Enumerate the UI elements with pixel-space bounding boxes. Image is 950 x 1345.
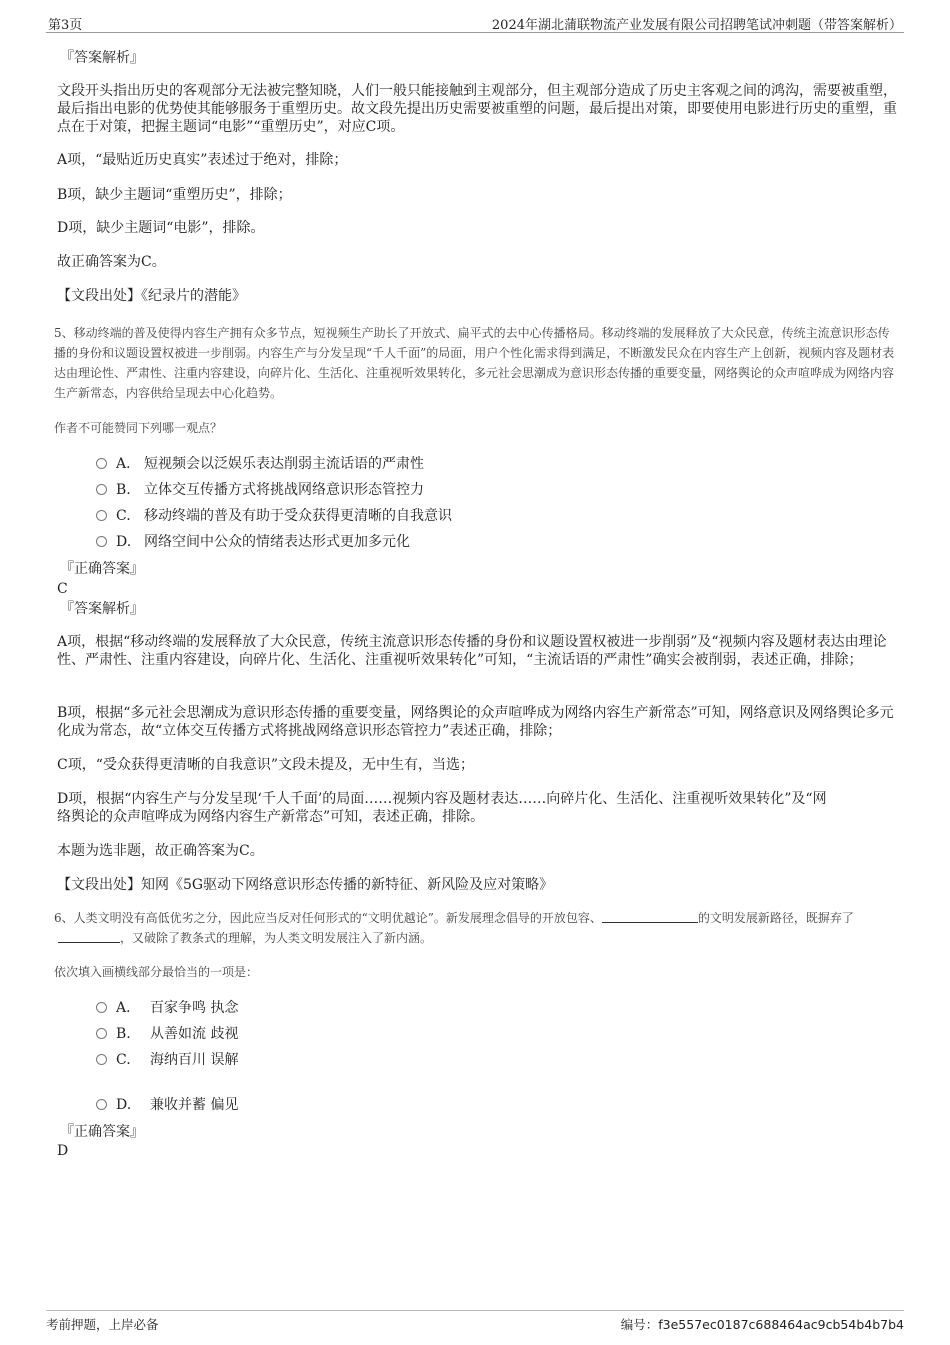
source-citation: 【文段出处】《纪录片的潜能》 — [57, 288, 246, 304]
analysis-option-d: D项，缺少主题词“电影”，排除。 — [57, 220, 265, 236]
option-label: B. — [116, 482, 131, 498]
option-c[interactable] — [96, 507, 452, 525]
option-label: B. — [116, 1026, 131, 1042]
page-header — [46, 12, 904, 33]
analysis-heading: 『答案解析』 — [60, 601, 144, 617]
analysis-option-b: B项，缺少主题词“重塑历史”，排除； — [57, 187, 292, 203]
option-label: C. — [116, 508, 131, 524]
page-footer — [46, 1310, 904, 1332]
answer-statement: 本题为选非题，故正确答案为C。 — [57, 843, 264, 859]
code-label: 编号： — [620, 1317, 659, 1332]
stem-part-1: 6、人类文明没有高低优劣之分，因此应当反对任何形式的“文明优越论”。新发展理念倡导的开放包容、 — [54, 911, 602, 925]
stem-part-2: 的文明发展新路径，既摒弃了 — [697, 911, 854, 925]
option-text: 从善如流 歧视 — [150, 1026, 239, 1042]
option-label: C. — [116, 1052, 131, 1068]
radio-button[interactable] — [96, 1028, 107, 1039]
option-a[interactable] — [96, 999, 238, 1017]
footer-slogan: 考前押题，上岸必备 — [46, 1317, 159, 1332]
correct-answer-heading: 『正确答案』 — [60, 561, 144, 577]
option-text: 兼收并蓄 偏见 — [150, 1097, 239, 1113]
analysis-heading: 『答案解析』 — [60, 50, 144, 66]
correct-answer: D — [57, 1143, 69, 1159]
option-d[interactable] — [96, 533, 410, 551]
option-b[interactable] — [96, 1025, 238, 1043]
radio-button[interactable] — [96, 1054, 107, 1065]
analysis-option-a: A项，根据“移动终端的发展释放了大众民意，传统主流意识形态传播的身份和议题设置权被进一步削弱”及“视频内容及题材表达由理论性、严肃性、注重内容建设，向碎片化、生活化、注重视听效果转化”可知，“主流话语的严肃性”确实会被削弱，表述正确，排除； — [57, 634, 887, 668]
question-prompt: 依次填入画横线部分最恰当的一项是： — [54, 965, 259, 979]
correct-answer-heading: 『正确答案』 — [60, 1124, 144, 1140]
option-c[interactable] — [96, 1051, 238, 1069]
stem-part-3: ，又破除了教条式的理解，为人类文明发展注入了新内涵。 — [120, 931, 433, 945]
radio-button[interactable] — [96, 510, 107, 521]
question-stem — [54, 908, 899, 948]
option-text: 移动终端的普及有助于受众获得更清晰的自我意识 — [144, 508, 452, 524]
correct-answer: C — [57, 581, 68, 597]
analysis-option-c: C项，“受众获得更清晰的自我意识”文段未提及，无中生有，当选； — [57, 757, 475, 773]
radio-button[interactable] — [96, 484, 107, 495]
option-d[interactable] — [96, 1096, 238, 1114]
analysis-paragraph: 文段开头指出历史的客观部分无法被完整知晓，人们一般只能接触到主观部分，但主观部分造成了历史主客观之间的鸿沟，需要被重塑，最后指出电影的优势使其能够服务于重塑历史。故文段先提出历史需要被重塑的问题，最后提出对策，即要使用电影进行历史的重塑，重点在于对策，把握主题词“电影”“重塑历史”，对应C项。 — [57, 83, 897, 135]
radio-button[interactable] — [96, 458, 107, 469]
document-title: 2024年湖北蒲联物流产业发展有限公司招聘笔试冲刺题（带答案解析） — [491, 18, 902, 33]
analysis-option-b: B项，根据“多元社会思潮成为意识形态传播的重要变量，网络舆论的众声喧哗成为网络内容生产新常态”可知，网络意识及网络舆论多元化成为常态，故“立体交互传播方式将挑战网络意识形态管控力”表述正确，排除； — [57, 705, 894, 739]
radio-button[interactable] — [96, 1002, 107, 1013]
option-text: 网络空间中公众的情绪表达形式更加多元化 — [144, 534, 410, 550]
option-label: A． — [116, 456, 141, 472]
option-label: D. — [116, 534, 132, 550]
code-value: f3e557ec0187c688464ac9cb54b4b7b4 — [658, 1317, 904, 1332]
option-label: D. — [116, 1097, 132, 1113]
page-number: 第3页 — [48, 18, 83, 33]
source-citation: 【文段出处】知网《5G驱动下网络意识形态传播的新特征、新风险及应对策略》 — [57, 877, 554, 893]
analysis-option-d: D项，根据“内容生产与分发呈现‘千人千面’的局面……视频内容及题材表达……向碎片化、生活化、注重视听效果转化”及“网络舆论的众声喧哗成为网络内容生产新常态”可知，表述正确，排除。 — [57, 791, 827, 825]
answer-statement: 故正确答案为C。 — [57, 254, 166, 270]
option-text: 海纳百川 误解 — [150, 1052, 239, 1068]
option-text: 短视频会以泛娱乐表达削弱主流话语的严肃性 — [144, 456, 424, 472]
option-b[interactable] — [96, 481, 424, 499]
question-prompt: 作者不可能赞同下列哪一观点？ — [54, 421, 223, 435]
option-text: 立体交互传播方式将挑战网络意识形态管控力 — [144, 482, 424, 498]
fill-blank-1 — [602, 910, 698, 923]
option-label: A． — [116, 1000, 141, 1016]
option-text: 百家争鸣 执念 — [150, 1000, 239, 1016]
radio-button[interactable] — [96, 536, 107, 547]
document-code — [621, 1315, 904, 1333]
radio-button[interactable] — [96, 1099, 107, 1110]
analysis-option-a: A项，“最贴近历史真实”表述过于绝对，排除； — [57, 152, 348, 168]
fill-blank-2 — [58, 930, 120, 943]
question-stem: 5、移动终端的普及使得内容生产拥有众多节点，短视频生产助长了开放式、扁平式的去中心传播格局。移动终端的发展释放了大众民意，传统主流意识形态传播的身份和议题设置权被进一步削弱。内容生产与分发呈现“千人千面”的局面，用户个性化需求得到满足，不断激发民众在内容生产上创新，视频内容及题材表达由理论性、严肃性、注重内容建设，向碎片化、生活化、注重视听效果转化，多元社会思潮成为意识形态传播的重要变量，网络舆论的众声喧哗成为网络内容生产新常态，内容供给呈现去中心化趋势。 — [54, 326, 895, 400]
option-a[interactable] — [96, 455, 424, 473]
